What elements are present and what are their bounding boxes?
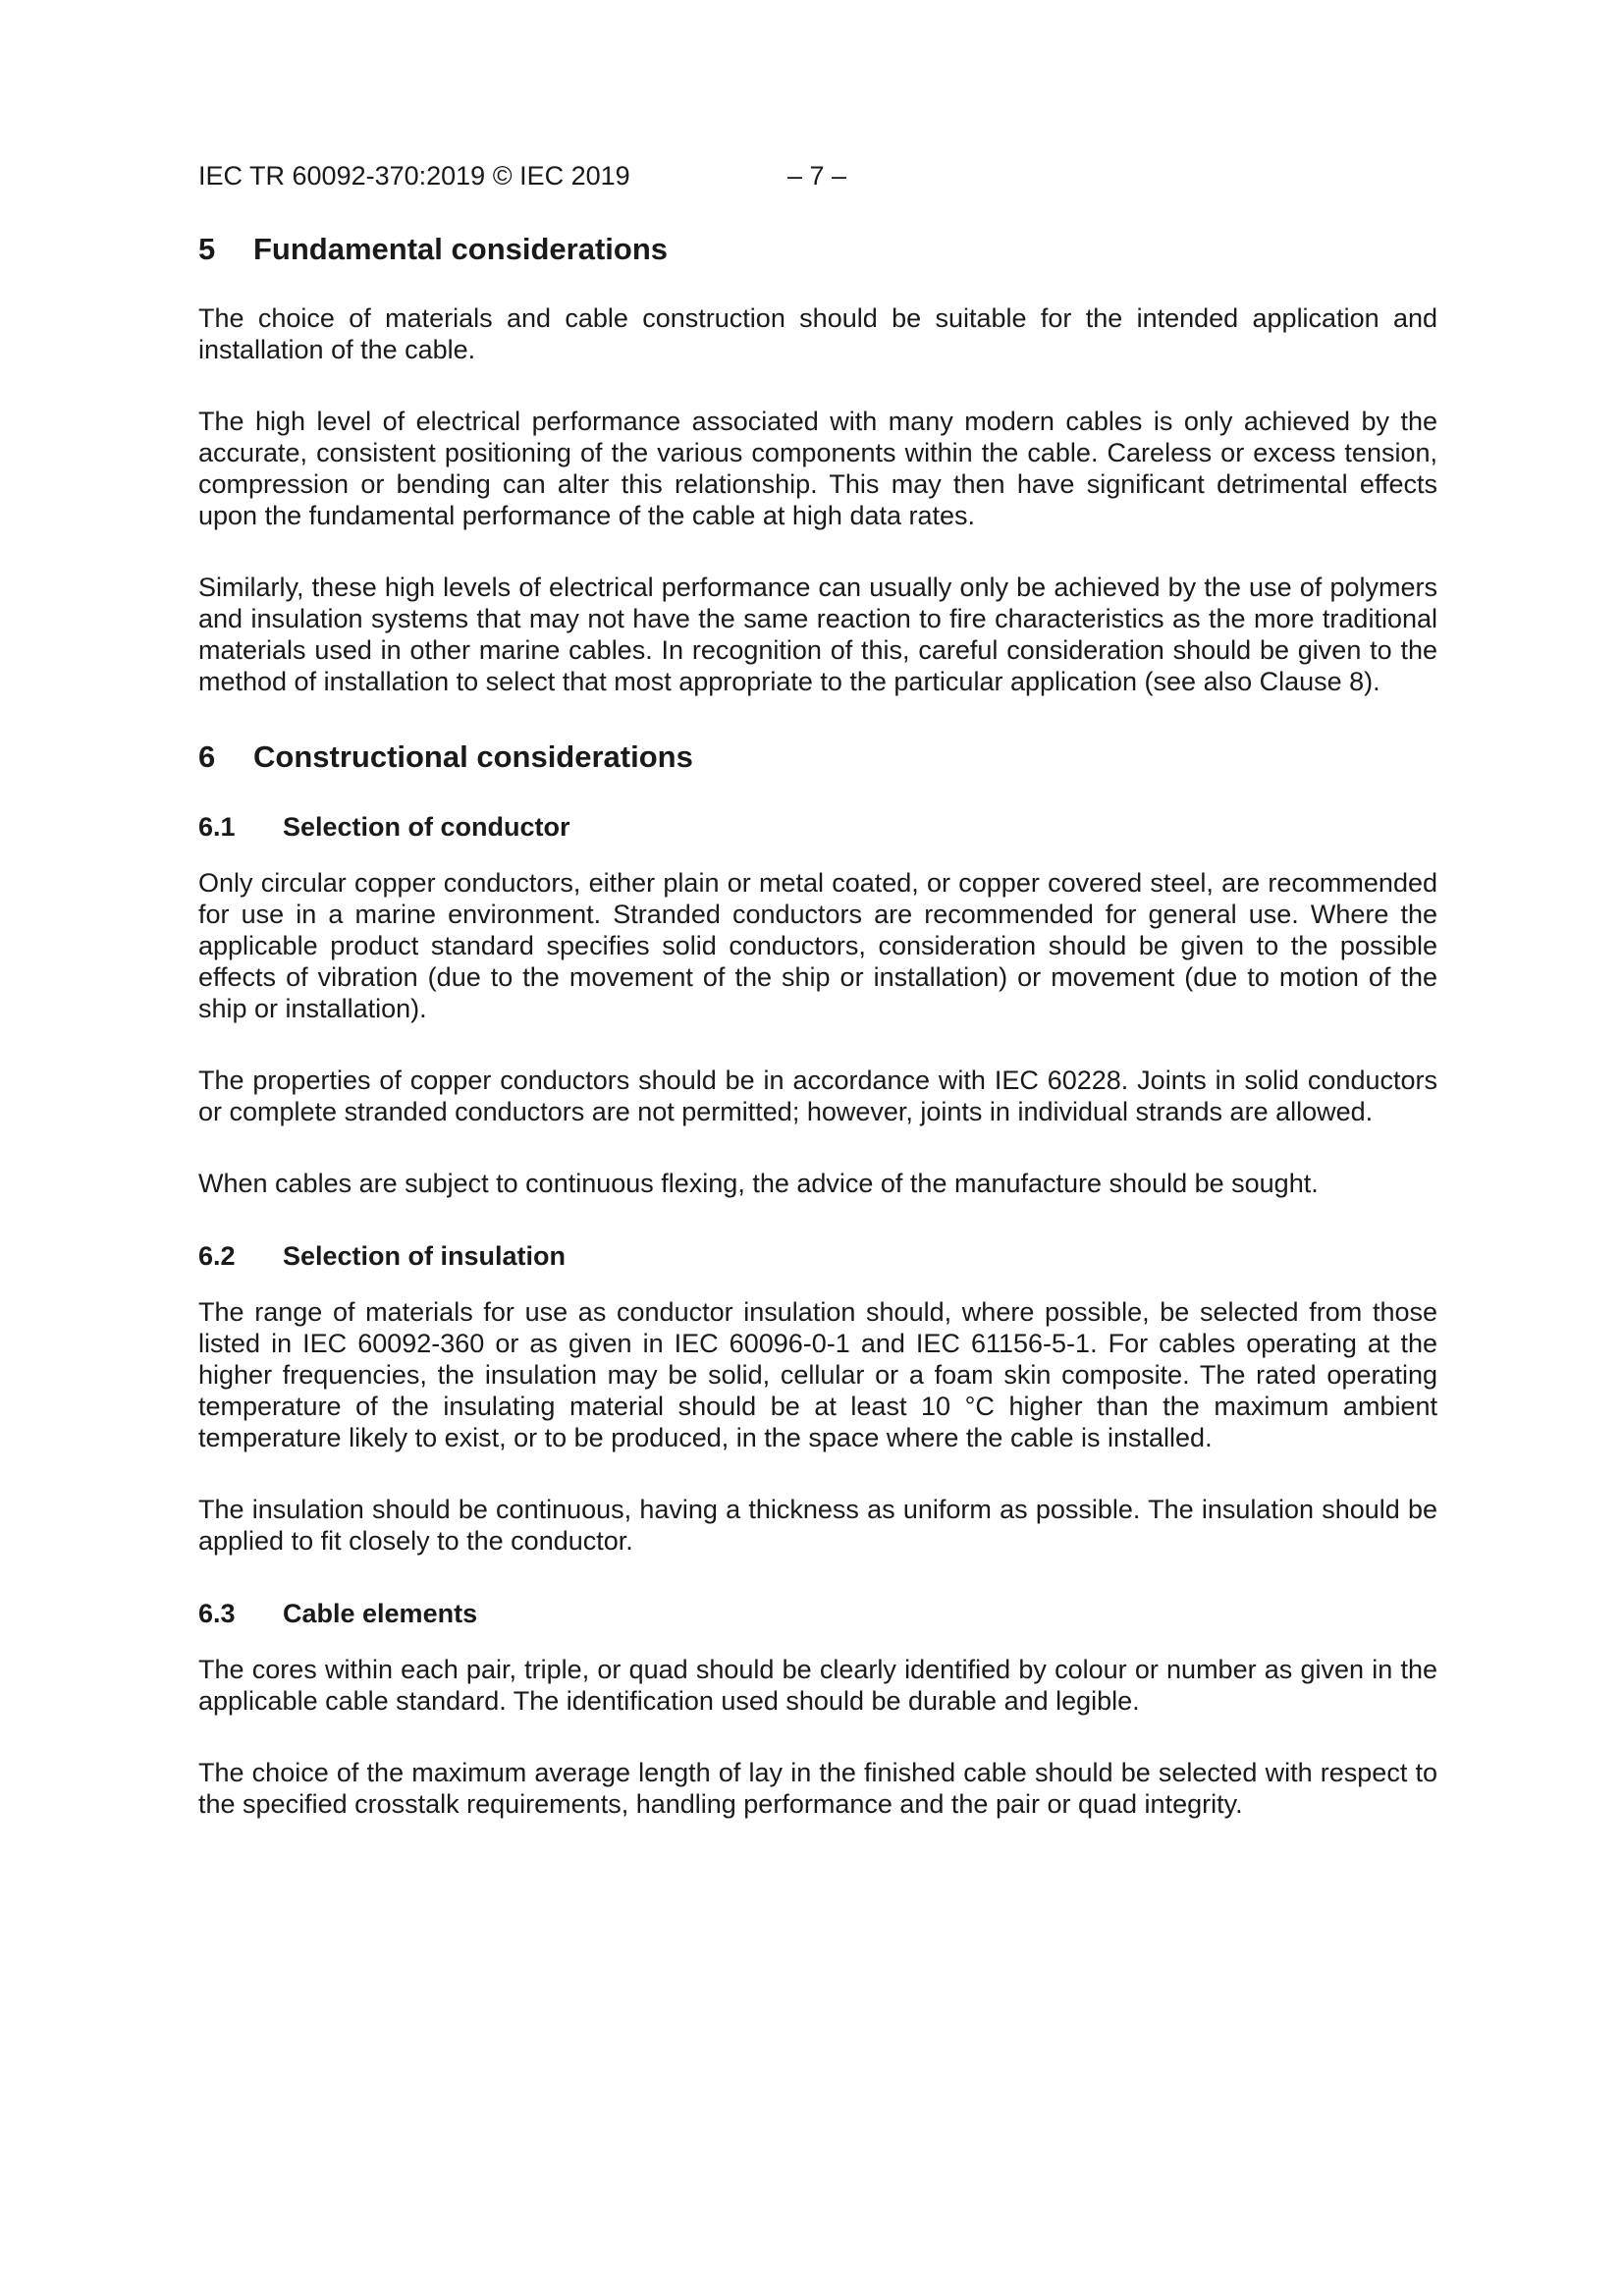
clause-number: 5 xyxy=(198,232,216,266)
subclause-6-2-heading xyxy=(198,1239,1437,1273)
paragraph: The choice of the maximum average length of lay in the finished cable should be selected with respect to the specified crosstalk requirements, handling performance and the pair or quad integrity. xyxy=(198,1758,1437,1819)
subclause-title: Selection of insulation xyxy=(283,1241,567,1271)
subclause-number: 6.2 xyxy=(198,1241,236,1271)
paragraph: When cables are subject to continuous flexing, the advice of the manufacture should be sought. xyxy=(198,1169,1319,1198)
clause-title: Fundamental considerations xyxy=(253,232,669,266)
paragraph: Only circular copper conductors, either plain or metal coated, or copper covered steel, are recommended for use in a marine environment. Stranded conductors are recommended for general use. Where the applicable product standard specifies solid conductors, consideration should be given to the possible effects of vibration (due to the movement of the ship or installation) or movement (due to motion of the ship or installation). xyxy=(198,868,1437,1023)
page-number: – 7 – xyxy=(787,161,847,191)
paragraph: The choice of materials and cable construction should be suitable for the intended application and installation of the cable. xyxy=(198,303,1437,364)
document-id: IEC TR 60092-370:2019 © IEC 2019 xyxy=(198,161,630,191)
subclause-title: Cable elements xyxy=(283,1599,478,1628)
paragraph: The range of materials for use as conductor insulation should, where possible, be selected from those listed in IEC 60092-360 or as given in IEC 60096-0-1 and IEC 61156-5-1. For cables operating at the higher frequencies, the insulation may be solid, cellular or a foam skin composite. The rated operating temperature of the insulating material should be at least 10 °C higher than the maximum ambient temperature likely to exist, or to be produced, in the space where the cable is installed. xyxy=(198,1297,1437,1452)
clause-title: Constructional considerations xyxy=(253,739,693,774)
subclause-number: 6.3 xyxy=(198,1599,236,1628)
paragraph: Similarly, these high levels of electrical performance can usually only be achieved by the use of polymers and insulation systems that may not have the same reaction to fire characteristics as the more traditional materials used in other marine cables. In recognition of this, careful consideration should be given to the method of installation to select that most appropriate to the particular application (see also Clause 8). xyxy=(198,573,1437,696)
subclause-number: 6.1 xyxy=(198,812,236,842)
clause-6-heading xyxy=(198,738,1437,777)
clause-number: 6 xyxy=(198,739,216,774)
running-header xyxy=(198,159,1437,192)
subclause-6-3-heading xyxy=(198,1597,1437,1630)
paragraph: The high level of electrical performance associated with many modern cables is only achieved by the accurate, consistent positioning of the various components within the cable. Careless or excess tension, compression or bending can alter this relationship. This may then have significant detrimental effects upon the fundamental performance of the cable at high data rates. xyxy=(198,407,1437,530)
subclause-6-1-heading xyxy=(198,810,1437,844)
subclause-title: Selection of conductor xyxy=(283,812,570,842)
paragraph: The insulation should be continuous, having a thickness as uniform as possible. The insulation should be applied to fit closely to the conductor. xyxy=(198,1495,1437,1556)
document-page xyxy=(198,159,1437,1860)
clause-5-heading xyxy=(198,230,1437,269)
paragraph: The properties of copper conductors should be in accordance with IEC 60228. Joints in solid conductors or complete stranded conductors are not permitted; however, joints in individual strands are allowed. xyxy=(198,1066,1437,1126)
paragraph: The cores within each pair, triple, or quad should be clearly identified by colour or number as given in the applicable cable standard. The identification used should be durable and legible. xyxy=(198,1655,1437,1716)
